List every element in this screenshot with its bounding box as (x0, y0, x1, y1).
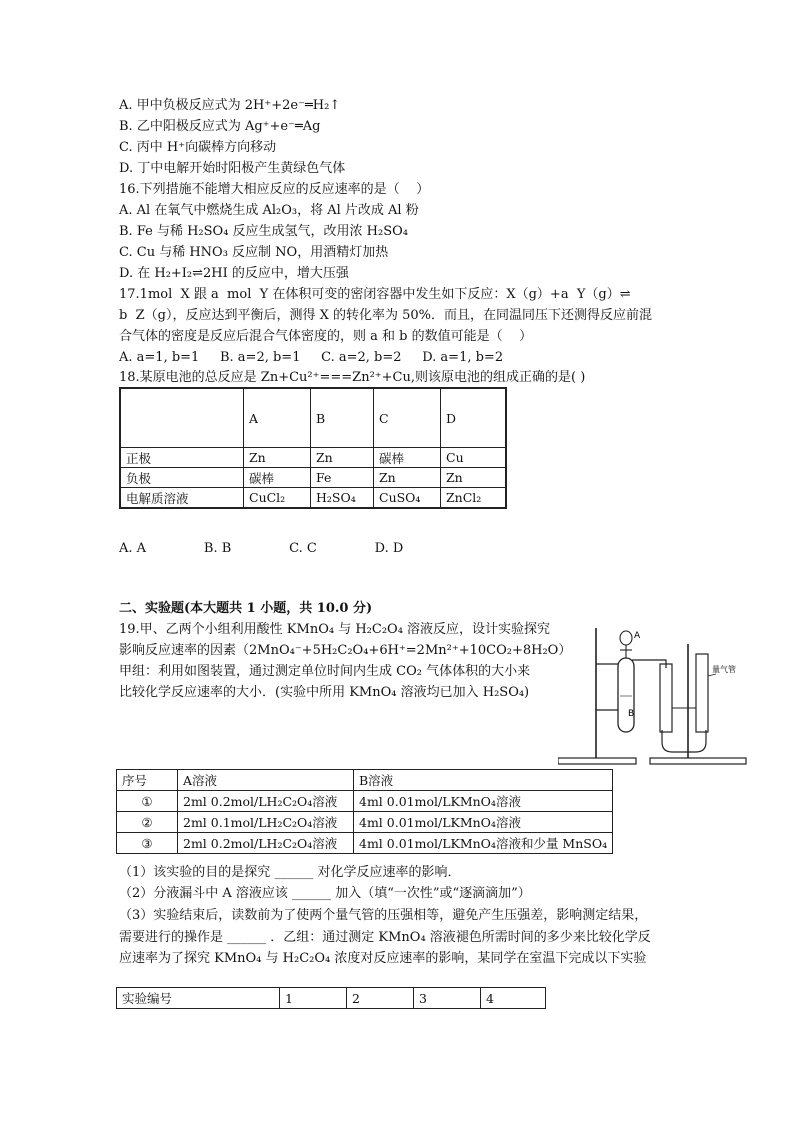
q16-option-b: B. Fe 与稀 H₂SO₄ 反应生成氢气，改用浓 H₂SO₄ (119, 224, 408, 239)
question-19-line-1: 19.甲、乙两个小组利用酸性 KMnO₄ 与 H₂C₂O₄ 溶液反应，设计实验探究 (119, 622, 551, 637)
question-19-line-2: 影响反应速率的因素（2MnO₄⁻+5H₂C₂O₄+6H⁺=2Mn²⁺+10CO₂+8H₂O） (119, 643, 572, 658)
table-cell: 4 (481, 988, 546, 1009)
table-cell: 电解质溶液 (120, 488, 244, 509)
table-cell: 1 (280, 988, 347, 1009)
table-cell: 正极 (120, 448, 244, 468)
table-cell (120, 388, 244, 448)
question-17-line-1: 17.1mol X 跟 a mol Y 在体积可变的密闭容器中发生如下反应：X（g）+a Y（g）⇌ (119, 287, 631, 302)
table-cell: A (244, 388, 311, 448)
q17-options: A. a=1, b=1 B. a=2, b=1 C. a=2, b=2 D. a=1, b=2 (119, 350, 504, 365)
question-17-line-3: 合气体的密度是反应后混合气体密度的，则 a 和 b 的数值可能是（ ） (119, 329, 533, 344)
section-heading: 二、实验题(本大题共 1 小题，共 10.0 分) (119, 601, 373, 616)
rubber-tube (662, 730, 706, 752)
burette-right (696, 654, 708, 732)
table-cell: 4ml 0.01mol/LKMnO₄溶液 (354, 791, 613, 812)
label-a: A (634, 631, 641, 641)
table-row (117, 833, 613, 854)
table-cell: 碳棒 (374, 448, 441, 468)
q16-option-c: C. Cu 与稀 HNO₃ 反应制 NO，用酒精灯加热 (119, 245, 389, 260)
q19-part-1: （1）该实验的目的是探究 ______ 对化学反应速率的影响． (119, 865, 461, 880)
burette-left (660, 664, 672, 732)
table-row (117, 988, 546, 1009)
test-tube (618, 658, 634, 732)
question-19-line-3: 甲组：利用如图装置，通过测定单位时间内生成 CO₂ 气体体积的大小来 (119, 664, 531, 679)
question-17-line-2: b Z（g），反应达到平衡后，测得 X 的转化率为 50%．而且，在同温同压下还测得反应前混 (119, 308, 652, 323)
stand-base (558, 758, 636, 764)
table-row (120, 388, 506, 448)
table-cell: Cu (441, 448, 507, 468)
table-cell: D (441, 388, 507, 448)
question-18: 18.某原电池的总反应是 Zn+Cu²⁺===Zn²⁺+Cu,则该原电池的组成正确的是( ) (119, 370, 586, 385)
table-cell: A溶液 (178, 770, 354, 791)
option-a-line: A. 甲中负极反应式为 2H⁺+2e⁻═H₂↑ (119, 98, 341, 113)
table-row (120, 448, 506, 468)
table-cell: ZnCl₂ (441, 488, 507, 509)
table-cell: Zn (374, 468, 441, 488)
label-b: B (628, 709, 635, 719)
table-cell: 4ml 0.01mol/LKMnO₄溶液和少量 MnSO₄ (354, 833, 613, 854)
label-gas-burette: 量气管 (712, 665, 736, 674)
experiment-table (116, 987, 546, 1009)
option-d-line: D. 丁中电解开始时阳极产生黄绿色气体 (119, 161, 346, 176)
question-16: 16.下列措施不能增大相应反应的反应速率的是（ ） (119, 182, 430, 197)
table-cell: CuCl₂ (244, 488, 311, 509)
q19-part-3-line-1: （3）实验结束后，读数前为了使两个量气管的压强相等，避免产生压强差，影响测定结果， (119, 908, 648, 923)
table-cell: ① (117, 791, 178, 812)
option-c-line: C. 丙中 H⁺向碳棒方向移动 (119, 140, 277, 155)
table-cell: Zn (441, 468, 507, 488)
table-cell: 实验编号 (117, 988, 280, 1009)
table-cell: 2ml 0.2mol/LH₂C₂O₄溶液 (178, 791, 354, 812)
table-cell: Zn (311, 448, 374, 468)
table-row (120, 488, 506, 509)
q19-part-2: （2）分液漏斗中 A 溶液应该 ______ 加入（填“一次性”或“逐滴滴加”） (119, 886, 531, 901)
table-cell: 序号 (117, 770, 178, 791)
question-19-line-4: 比较化学反应速率的大小．(实验中所用 KMnO₄ 溶液均已加入 H₂SO₄) (119, 685, 530, 700)
table-cell: 2ml 0.1mol/LH₂C₂O₄溶液 (178, 812, 354, 833)
q19-table (116, 769, 613, 854)
q16-option-d: D. 在 H₂+I₂⇌2HI 的反应中，增大压强 (119, 266, 349, 281)
funnel-bulb (620, 631, 632, 645)
table-cell: 碳棒 (244, 468, 311, 488)
q18-options: A. A B. B C. C D. D (119, 541, 404, 556)
table-cell: C (374, 388, 441, 448)
q16-option-a: A. Al 在氧气中燃烧生成 Al₂O₃，将 Al 片改成 Al 粉 (119, 203, 419, 218)
table-cell: 4ml 0.01mol/LKMnO₄溶液 (354, 812, 613, 833)
table-cell: ③ (117, 833, 178, 854)
table-cell: ② (117, 812, 178, 833)
table-cell: Zn (244, 448, 311, 468)
q18-table (119, 387, 507, 509)
stand-base (650, 758, 746, 764)
table-row (117, 812, 613, 833)
table-cell: CuSO₄ (374, 488, 441, 509)
table-cell: 2ml 0.2mol/LH₂C₂O₄溶液 (178, 833, 354, 854)
table-cell: H₂SO₄ (311, 488, 374, 509)
table-cell: B (311, 388, 374, 448)
table-cell: 2 (347, 988, 414, 1009)
table-row (120, 468, 506, 488)
apparatus-figure (558, 624, 758, 770)
q19-part-3-line-2: 需要进行的操作是 ______ ．乙组：通过测定 KMnO₄ 溶液褪色所需时间的多少来比较化学反 (119, 930, 651, 945)
table-row (117, 770, 613, 791)
table-cell: Fe (311, 468, 374, 488)
q19-part-3-line-3: 应速率为了探究 KMnO₄ 与 H₂C₂O₄ 浓度对反应速率的影响，某同学在室温下完成以下实验 (119, 951, 647, 966)
table-row (117, 791, 613, 812)
label-pointer (708, 674, 716, 676)
table-cell: 3 (414, 988, 481, 1009)
option-b-line: B. 乙中阳极反应式为 Ag⁺+e⁻═Ag (119, 119, 321, 134)
table-cell: 负极 (120, 468, 244, 488)
table-cell: B溶液 (354, 770, 613, 791)
